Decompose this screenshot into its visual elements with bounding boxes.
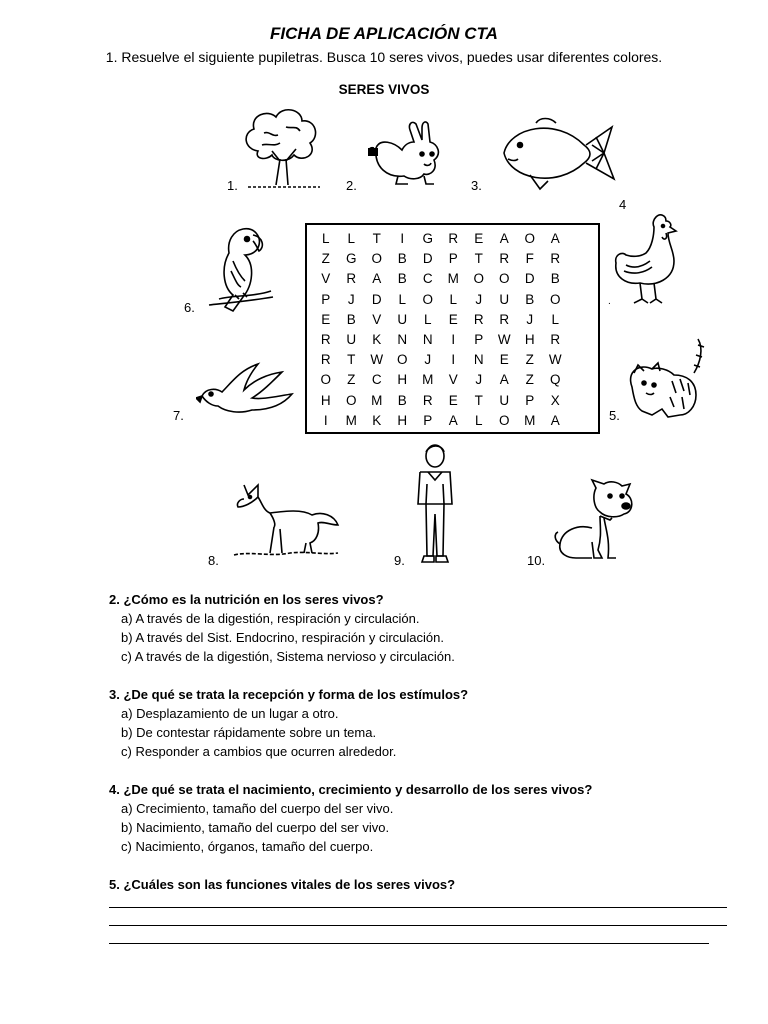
grid-letter[interactable]: O	[473, 271, 484, 287]
grid-letter[interactable]: P	[474, 331, 484, 347]
grid-letter[interactable]	[568, 330, 594, 350]
tiger-icon	[622, 335, 706, 423]
question-4-option-b: b) Nacimiento, tamaño del cuerpo del ser vivo.	[121, 820, 390, 835]
grid-letter[interactable]: U	[499, 392, 510, 408]
grid-letter[interactable]: R	[499, 251, 510, 267]
grid-letter[interactable]: M	[447, 271, 459, 287]
grid-letter[interactable]: M	[371, 392, 383, 408]
grid-letter[interactable]: H	[397, 372, 408, 388]
picture-number: 7.	[173, 408, 184, 423]
grid-letter[interactable]	[568, 269, 594, 289]
picture-number: 4	[619, 197, 627, 212]
grid-letter[interactable]: Z	[347, 372, 356, 388]
grid-letter[interactable]: R	[550, 331, 561, 347]
grid-letter[interactable]: T	[347, 352, 356, 368]
grid-letter[interactable]: B	[397, 392, 407, 408]
grid-letter[interactable]: A	[448, 412, 458, 428]
grid-letter[interactable]: D	[371, 291, 382, 307]
grid-letter[interactable]: N	[473, 352, 484, 368]
grid-letter[interactable]: W	[370, 352, 384, 368]
grid-letter[interactable]: L	[474, 412, 483, 428]
grid-letter[interactable]: P	[525, 392, 535, 408]
rabbit-icon	[368, 118, 448, 186]
grid-letter[interactable]: L	[449, 291, 457, 307]
grid-letter[interactable]: B	[397, 271, 407, 287]
section-subtitle: SERES VIVOS	[338, 82, 430, 97]
picture-number: 5.	[609, 408, 620, 423]
grid-letter[interactable]: R	[320, 331, 331, 347]
picture-number: 1.	[227, 178, 238, 193]
grid-letter[interactable]: L	[551, 311, 559, 327]
grid-letter[interactable]: K	[372, 412, 382, 428]
grid-letter[interactable]: V	[321, 271, 331, 287]
grid-letter[interactable]: P	[423, 412, 433, 428]
grid-letter[interactable]: E	[321, 311, 331, 327]
fish-icon	[500, 115, 618, 191]
grid-letter[interactable]: N	[422, 331, 433, 347]
grid-letter[interactable]: E	[474, 231, 484, 246]
grid-letter[interactable]: R	[473, 311, 484, 327]
grid-letter[interactable]: T	[372, 231, 381, 246]
instruction-text: 1. Resuelve el siguiente pupiletras. Busca 10 seres vivos, puedes usar diferentes colores.	[105, 49, 663, 65]
grid-letter[interactable]: L	[347, 231, 355, 246]
picture-number: 10.	[527, 553, 546, 568]
question-4-option-a: a) Crecimiento, tamaño del cuerpo del ser vivo.	[121, 801, 394, 816]
grid-letter[interactable]: V	[448, 372, 458, 388]
grid-letter[interactable]: D	[422, 251, 433, 267]
grid-letter[interactable]: A	[499, 231, 509, 246]
grid-letter[interactable]: E	[499, 352, 509, 368]
grid-letter[interactable]: W	[497, 331, 511, 347]
grid-letter[interactable]: F	[525, 251, 534, 267]
grid-letter[interactable]: I	[451, 331, 456, 347]
grid-letter[interactable]: E	[448, 392, 458, 408]
grid-letter[interactable]: O	[320, 372, 331, 388]
grid-letter[interactable]: I	[451, 352, 456, 368]
grid-letter[interactable]: A	[550, 231, 560, 246]
word-search-grid[interactable]	[305, 223, 600, 434]
answer-line[interactable]	[109, 907, 727, 908]
grid-letter[interactable]: O	[549, 291, 561, 307]
grid-letter[interactable]: R	[346, 271, 357, 287]
grid-letter[interactable]: M	[345, 412, 357, 428]
grid-letter[interactable]: Z	[525, 352, 534, 368]
grid-letter[interactable]	[568, 229, 594, 249]
grid-letter[interactable]: O	[396, 352, 408, 368]
grid-letter[interactable]: A	[550, 412, 560, 428]
grid-letter[interactable]: K	[372, 331, 382, 347]
grid-letter[interactable]: L	[423, 311, 432, 327]
grid-letter[interactable]: R	[550, 251, 561, 267]
picture-number: 8.	[208, 553, 219, 568]
grid-letter[interactable]: M	[524, 412, 536, 428]
question-2-option-c: c) A través de la digestión, Sistema nervioso y circulación.	[121, 649, 455, 664]
grid-letter[interactable]: C	[422, 271, 433, 287]
grid-letter[interactable]: U	[499, 291, 510, 307]
picture-number: 6.	[184, 300, 195, 315]
grid-letter[interactable]: X	[550, 392, 560, 408]
question-3-option-a: a) Desplazamiento de un lugar a otro.	[121, 706, 339, 721]
grid-letter[interactable]	[568, 310, 594, 330]
grid-letter[interactable]: P	[321, 291, 331, 307]
question-2-option-b: b) A través del Sist. Endocrino, respiración y circulación.	[121, 630, 444, 645]
grid-letter[interactable]: N	[397, 331, 408, 347]
tree-icon	[238, 103, 326, 191]
grid-letter[interactable]	[568, 249, 594, 269]
grid-letter[interactable]: B	[346, 311, 356, 327]
grid-letter[interactable]: H	[524, 331, 535, 347]
grid-letter[interactable]: Q	[549, 372, 561, 388]
grid-letter[interactable]	[568, 391, 594, 411]
grid-letter[interactable]: W	[548, 352, 562, 368]
grid-letter[interactable]: A	[499, 372, 509, 388]
grid-letter[interactable]: R	[448, 231, 459, 246]
grid-letter[interactable]: Z	[321, 251, 330, 267]
worksheet-title: FICHA DE APLICACIÓN CTA	[270, 24, 498, 43]
word-search-letters	[313, 229, 594, 431]
grid-letter[interactable]: P	[448, 251, 458, 267]
grid-letter[interactable]: O	[345, 392, 357, 408]
grid-letter[interactable]: R	[422, 392, 433, 408]
man-icon	[410, 444, 460, 566]
dove-icon	[196, 360, 296, 420]
question-3-option-c: c) Responder a cambios que ocurren alrededor.	[121, 744, 397, 759]
grid-letter[interactable]: I	[400, 231, 405, 246]
fox-icon	[230, 481, 340, 561]
grid-letter[interactable]: G	[422, 231, 433, 246]
picture-number: 2.	[346, 178, 357, 193]
grid-letter[interactable]: L	[321, 231, 330, 246]
grid-letter[interactable]: A	[372, 271, 382, 287]
question-2-option-a: a) A través de la digestión, respiración y circulación.	[121, 611, 420, 626]
question-4-option-c: c) Nacimiento, órganos, tamaño del cuerpo.	[121, 839, 374, 854]
grid-letter[interactable]: I	[323, 412, 328, 428]
grid-letter[interactable]: J	[526, 311, 534, 327]
grid-letter[interactable]: T	[474, 251, 483, 267]
grid-letter[interactable]: Z	[525, 372, 534, 388]
grid-letter[interactable]: O	[524, 231, 535, 246]
dog-icon	[552, 478, 638, 566]
grid-letter[interactable]: H	[320, 392, 331, 408]
grid-letter[interactable]: O	[422, 291, 433, 307]
parrot-icon	[203, 225, 275, 317]
grid-letter[interactable]: C	[371, 372, 382, 388]
dot-mark: .	[608, 296, 611, 307]
grid-letter[interactable]: R	[499, 311, 510, 327]
grid-letter[interactable]: H	[397, 412, 408, 428]
question-4: 4. ¿De qué se trata el nacimiento, crecimiento y desarrollo de los seres vivos?	[109, 782, 593, 797]
grid-letter[interactable]: B	[397, 251, 407, 267]
grid-letter[interactable]	[568, 290, 594, 310]
grid-letter[interactable]: B	[550, 271, 560, 287]
question-3-option-b: b) De contestar rápidamente sobre un tema.	[121, 725, 377, 740]
answer-line[interactable]	[109, 925, 727, 926]
grid-letter[interactable]: R	[320, 352, 331, 368]
question-2: 2. ¿Cómo es la nutrición en los seres vivos?	[109, 592, 384, 607]
grid-letter[interactable]: M	[422, 372, 434, 388]
grid-letter[interactable]	[568, 350, 594, 370]
grid-letter[interactable]: O	[498, 412, 510, 428]
grid-letter[interactable]: J	[424, 352, 432, 368]
grid-letter[interactable]: V	[372, 311, 382, 327]
grid-letter[interactable]	[568, 370, 594, 390]
answer-line[interactable]	[109, 943, 709, 944]
picture-number: 3.	[471, 178, 482, 193]
grid-letter[interactable]: B	[525, 291, 535, 307]
picture-number: 9.	[394, 553, 405, 568]
grid-letter[interactable]: O	[371, 251, 382, 267]
question-5: 5. ¿Cuáles son las funciones vitales de los seres vivos?	[109, 877, 456, 892]
grid-letter[interactable]	[568, 411, 594, 431]
grid-letter[interactable]: J	[475, 372, 483, 388]
grid-letter[interactable]: T	[474, 392, 483, 408]
grid-letter[interactable]: O	[498, 271, 510, 287]
grid-letter[interactable]: U	[346, 331, 357, 347]
grid-letter[interactable]: J	[475, 291, 483, 307]
hen-icon	[612, 213, 684, 305]
grid-letter[interactable]: L	[398, 291, 406, 307]
grid-letter[interactable]: E	[448, 311, 458, 327]
grid-letter[interactable]: U	[397, 311, 408, 327]
grid-letter[interactable]: D	[524, 271, 535, 287]
grid-letter[interactable]: G	[345, 251, 357, 267]
question-3: 3. ¿De qué se trata la recepción y forma de los estímulos?	[109, 687, 469, 702]
grid-letter[interactable]: J	[347, 291, 355, 307]
